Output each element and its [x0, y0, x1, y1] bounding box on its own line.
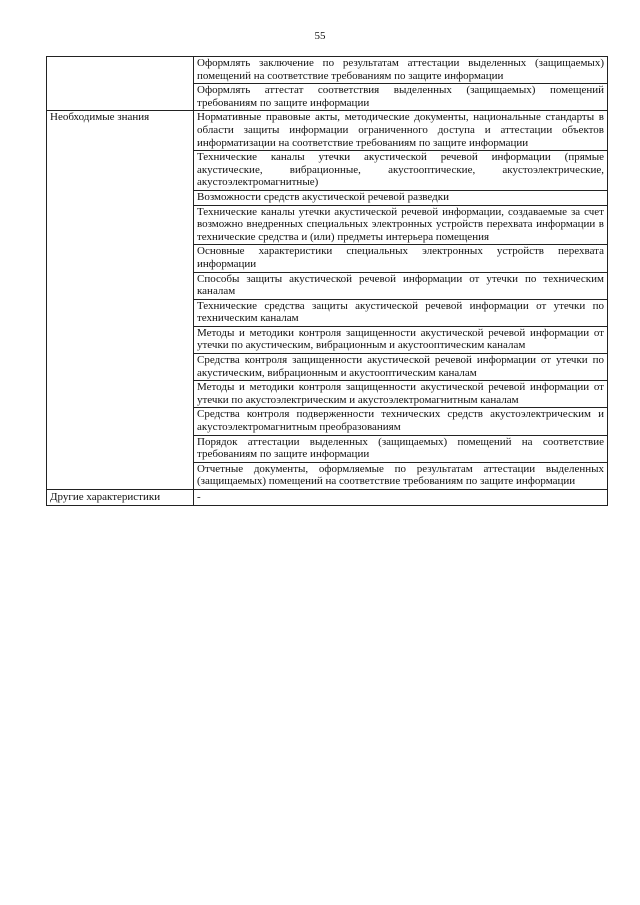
table-cell: Способы защиты акустической речевой информации от утечки по техническим каналам — [194, 272, 608, 299]
table-cell: Методы и методики контроля защищенности акустической речевой информации от утечки по акустоэлектрическим и акустоэлектромагнитным каналам — [194, 381, 608, 408]
table-row — [47, 57, 608, 84]
row-label — [47, 57, 194, 111]
table-cell: Оформлять аттестат соответствия выделенных (защищаемых) помещений требованиям по защите информации — [194, 84, 608, 111]
row-label: Необходимые знания — [47, 111, 194, 490]
table-cell: - — [194, 490, 608, 506]
table-cell: Средства контроля защищенности акустической речевой информации от утечки по акустическим, вибрационным и акустооптическим каналам — [194, 354, 608, 381]
table-cell: Технические каналы утечки акустической речевой информации (прямые акустические, вибрационные, акустооптические, акустоэлектрические, акустоэлектромагнитные) — [194, 151, 608, 191]
table-row — [47, 490, 608, 506]
table-cell: Технические средства защиты акустической речевой информации от утечки по техническим каналам — [194, 299, 608, 326]
table-cell: Основные характеристики специальных электронных устройств перехвата информации — [194, 245, 608, 272]
table-row — [47, 111, 608, 151]
table-cell: Методы и методики контроля защищенности акустической речевой информации от утечки по акустическим, вибрационным и акустооптическим каналам — [194, 326, 608, 353]
table-cell: Возможности средств акустической речевой разведки — [194, 190, 608, 205]
competency-table — [46, 56, 608, 506]
table-cell: Нормативные правовые акты, методические документы, национальные стандарты в области защиты информации ограниченного доступа и аттестации объектов информатизации на соответствие требованиям по защите информации — [194, 111, 608, 151]
table-cell: Технические каналы утечки акустической речевой информации, создаваемые за счет возможно внедренных специальных электронных устройств перехвата информации в технические средства и (или) предметы интерьера помещения — [194, 205, 608, 245]
table-cell: Средства контроля подверженности технических средств акустоэлектрическим и акустоэлектромагнитным преобразованиям — [194, 408, 608, 435]
table-cell: Отчетные документы, оформляемые по результатам аттестации выделенных (защищаемых) помещений на соответствие требованиям по защите информации — [194, 462, 608, 489]
table-cell: Порядок аттестации выделенных (защищаемых) помещений на соответствие требованиям по защите информации — [194, 435, 608, 462]
page-number: 55 — [314, 30, 326, 42]
row-label: Другие характеристики — [47, 490, 194, 506]
table-cell: Оформлять заключение по результатам аттестации выделенных (защищаемых) помещений на соответствие требованиям по защите информации — [194, 57, 608, 84]
